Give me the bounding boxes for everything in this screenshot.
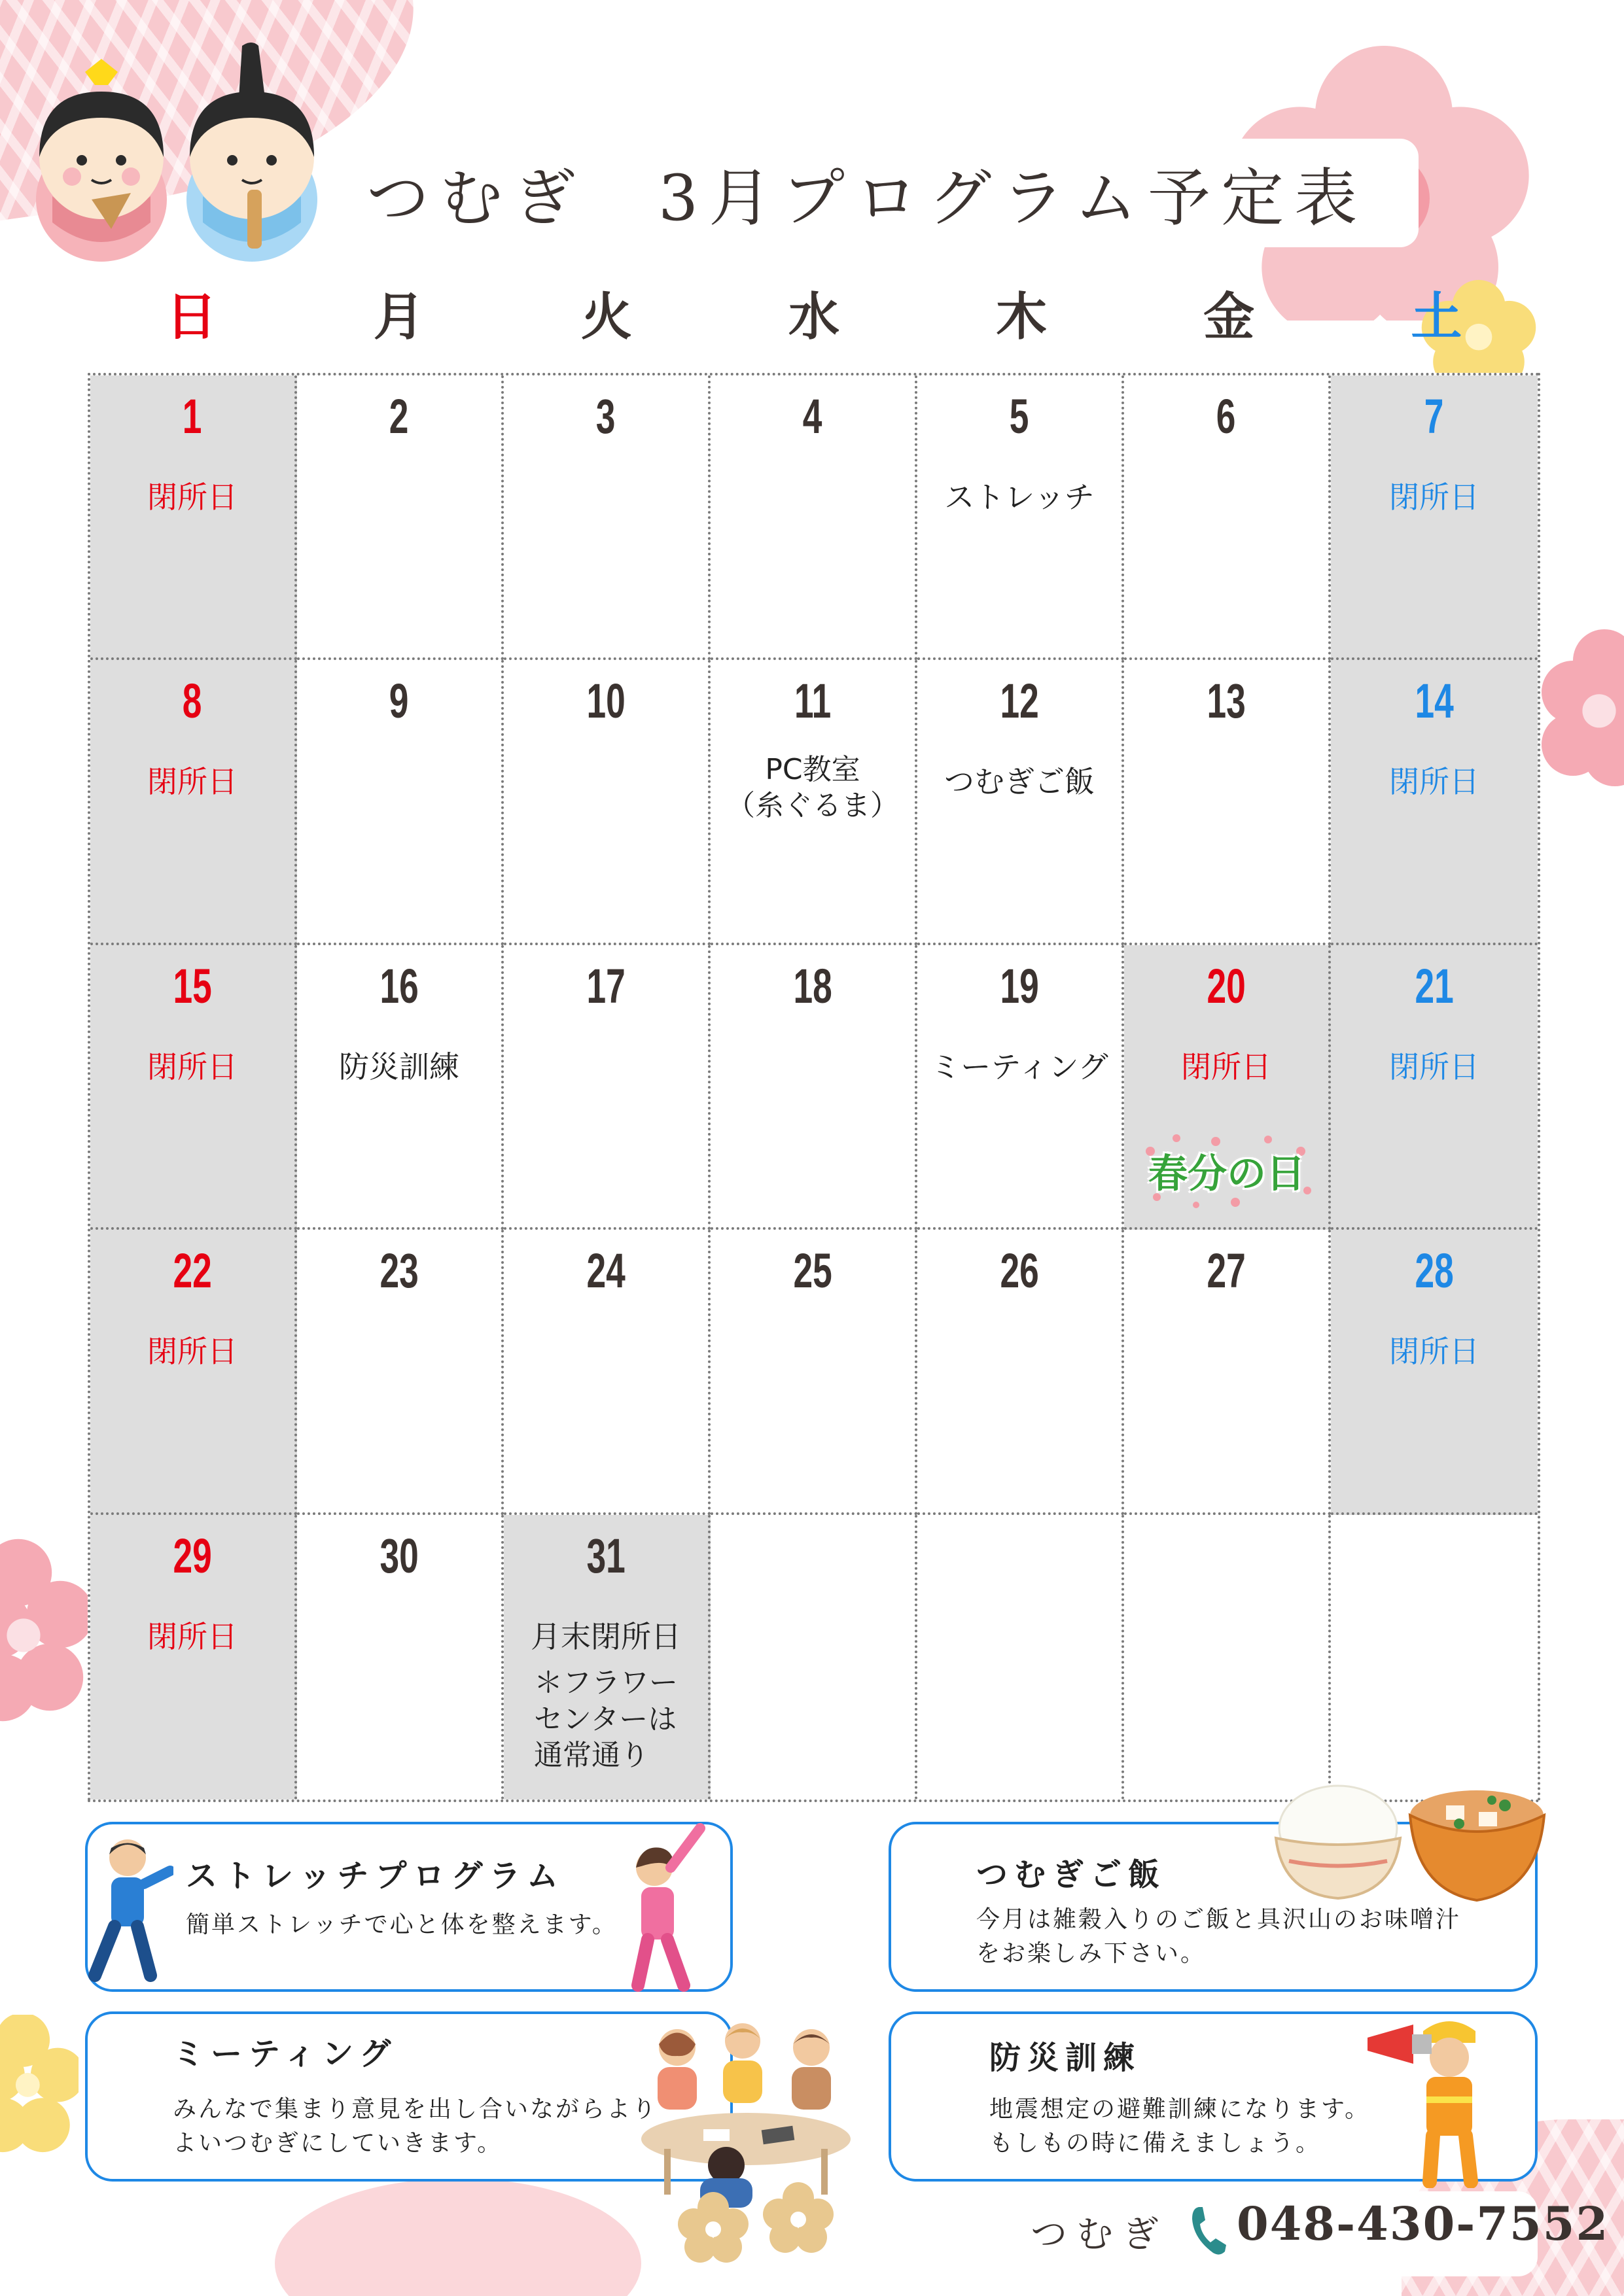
- event-label: 閉所日: [147, 1334, 238, 1370]
- date-number: 20: [1207, 958, 1246, 1013]
- hina-doll-empress-icon: [26, 52, 177, 262]
- date-number: 3: [596, 389, 616, 444]
- calendar-cell: [711, 660, 917, 945]
- plum-blossom-icon: [1531, 628, 1624, 798]
- info-box-meeting: [85, 2011, 733, 2182]
- stretching-woman-icon: [622, 1822, 720, 1992]
- calendar-cell: [297, 945, 504, 1230]
- date-number: 25: [793, 1244, 832, 1298]
- date-number: 2: [389, 389, 409, 444]
- footer-org-name: つむぎ: [1031, 2214, 1168, 2256]
- calendar-cell: [504, 945, 711, 1230]
- calendar-cell: [504, 1230, 711, 1514]
- date-number: 22: [173, 1244, 212, 1298]
- event-label: 閉所日: [147, 479, 238, 515]
- note-line: 通常通り: [534, 1738, 649, 1772]
- calendar-cell-empty: [917, 1515, 1124, 1800]
- calendar-cell: [504, 375, 711, 660]
- info-line: をお楽しみ下さい。: [976, 1940, 1207, 1968]
- date-number: 10: [586, 674, 626, 729]
- info-title: ストレッチプログラム: [186, 1858, 565, 1894]
- info-text: 簡単ストレッチで心と体を整えます。: [186, 1911, 618, 1938]
- shunbun-label: 春分の日: [1148, 1151, 1305, 1198]
- rice-bowl-icon: [1269, 1779, 1407, 1904]
- calendar-cell: [297, 1515, 504, 1800]
- calendar-cell: [1124, 1230, 1331, 1514]
- date-number: 19: [1000, 958, 1039, 1013]
- weekday-sat: 土: [1411, 288, 1462, 347]
- date-number: 23: [380, 1244, 419, 1298]
- calendar-cell: [90, 945, 297, 1230]
- date-number: 21: [1415, 958, 1454, 1013]
- date-number: 29: [173, 1528, 212, 1583]
- stretching-person-icon: [82, 1835, 173, 1985]
- calendar-cell: [917, 1230, 1124, 1514]
- calendar-cell-empty: [711, 1515, 917, 1800]
- calendar-cell: [1124, 945, 1331, 1230]
- date-number: 24: [586, 1244, 626, 1298]
- calendar-cell: [711, 945, 917, 1230]
- hina-doll-emperor-icon: [177, 39, 327, 262]
- info-line: 今月は雑穀入りのご飯と具沢山のお味噌汁: [976, 1906, 1462, 1933]
- date-number: 8: [183, 674, 202, 729]
- calendar-cell-empty: [1124, 1515, 1331, 1800]
- info-title: つむぎご飯: [976, 1856, 1167, 1893]
- weekday-wed: 水: [788, 288, 839, 347]
- title-org: つむぎ: [366, 161, 586, 235]
- weekday-thu: 木: [996, 288, 1048, 347]
- calendar-cell: [297, 375, 504, 660]
- calendar-cell: [504, 660, 711, 945]
- page-title: [340, 139, 1419, 247]
- calendar-cell: [1124, 375, 1331, 660]
- date-number: 28: [1415, 1244, 1454, 1298]
- info-text: [989, 2093, 1370, 2161]
- date-number: 13: [1207, 674, 1246, 729]
- calendar-cell: [90, 1515, 297, 1800]
- calendar-cell: [711, 1230, 917, 1514]
- date-number: 7: [1424, 389, 1444, 444]
- event-label: 月末閉所日: [531, 1618, 681, 1654]
- date-number: 4: [803, 389, 822, 444]
- info-text: [976, 1903, 1461, 1971]
- calendar-cell: [917, 945, 1124, 1230]
- plum-blossom-icon: [0, 2015, 79, 2165]
- date-number: 16: [380, 958, 419, 1013]
- event-line: （糸ぐるま）: [726, 789, 899, 823]
- megaphone-worker-icon: [1361, 2011, 1492, 2188]
- calendar-cell: [90, 375, 297, 660]
- pink-blob-bottom: [275, 2178, 641, 2296]
- weekday-sun: 日: [166, 288, 217, 347]
- event-label: つむぎご飯: [944, 764, 1095, 800]
- date-number: 1: [183, 389, 202, 444]
- calendar-grid: [88, 373, 1540, 1802]
- event-label: ストレッチ: [944, 479, 1095, 515]
- calendar-cell: [297, 1230, 504, 1514]
- calendar-cell-empty: [1331, 1515, 1538, 1800]
- calendar-cell: [1331, 1230, 1538, 1514]
- date-number: 26: [1000, 1244, 1039, 1298]
- note-line: センターは: [534, 1702, 677, 1736]
- info-line: 地震想定の避難訓練になります。: [989, 2096, 1371, 2123]
- date-number: 9: [389, 674, 409, 729]
- event-label: ミーティング: [930, 1049, 1108, 1085]
- date-number: 31: [586, 1528, 626, 1583]
- miso-soup-icon: [1407, 1786, 1547, 1904]
- info-title: 防災訓練: [989, 2040, 1142, 2076]
- event-label: 閉所日: [147, 764, 238, 800]
- weekday-tue: 火: [580, 288, 632, 347]
- date-number: 14: [1415, 674, 1454, 729]
- calendar-cell: [90, 1230, 297, 1514]
- plum-blossom-icon: [0, 1537, 92, 1733]
- date-number: 27: [1207, 1244, 1246, 1298]
- event-label: 閉所日: [147, 1618, 238, 1654]
- plum-blossom-icon: [674, 2178, 838, 2270]
- event-line: PC教室: [765, 753, 860, 787]
- event-label: 閉所日: [1389, 1049, 1479, 1085]
- footer-phone: 048-430-7552: [1237, 2197, 1610, 2251]
- event-label: 閉所日: [1389, 479, 1479, 515]
- date-number: 17: [586, 958, 626, 1013]
- calendar-cell: [1124, 660, 1331, 945]
- calendar-cell: [297, 660, 504, 945]
- info-line: もしもの時に備えましょう。: [989, 2130, 1322, 2157]
- date-number: 6: [1216, 389, 1236, 444]
- event-label: 閉所日: [147, 1049, 238, 1085]
- calendar-cell: [917, 375, 1124, 660]
- calendar-cell: [504, 1515, 711, 1800]
- weekday-mon: 月: [373, 288, 425, 347]
- calendar-cell: [917, 660, 1124, 945]
- event-label: 閉所日: [1389, 1334, 1479, 1370]
- shunbun-badge: [1137, 1132, 1316, 1210]
- date-number: 5: [1010, 389, 1029, 444]
- info-title: ミーティング: [173, 2036, 398, 2072]
- weekday-fri: 金: [1203, 288, 1255, 347]
- calendar-cell: [1331, 375, 1538, 660]
- phone-icon: [1190, 2204, 1227, 2257]
- info-text: [173, 2093, 658, 2161]
- date-number: 18: [793, 958, 832, 1013]
- weekday-header: [88, 281, 1540, 353]
- info-line: よいつむぎにしていきます。: [173, 2130, 503, 2157]
- event-label: 閉所日: [1389, 764, 1479, 800]
- event-label: 防災訓練: [339, 1049, 459, 1085]
- note-line: ＊フラワー: [534, 1666, 678, 1700]
- event-note: [534, 1665, 678, 1773]
- calendar-cell: [711, 375, 917, 660]
- date-number: 30: [380, 1528, 419, 1583]
- info-line: みんなで集まり意見を出し合いながらより: [173, 2096, 658, 2123]
- calendar-cell: [1331, 945, 1538, 1230]
- calendar-cell: [90, 660, 297, 945]
- date-number: 11: [794, 674, 832, 729]
- date-number: 15: [173, 958, 212, 1013]
- title-text: 3月プログラム予定表: [658, 161, 1368, 235]
- date-number: 12: [1000, 674, 1039, 729]
- event-label: [726, 752, 899, 824]
- event-label: 閉所日: [1181, 1049, 1271, 1085]
- calendar-cell: [1331, 660, 1538, 945]
